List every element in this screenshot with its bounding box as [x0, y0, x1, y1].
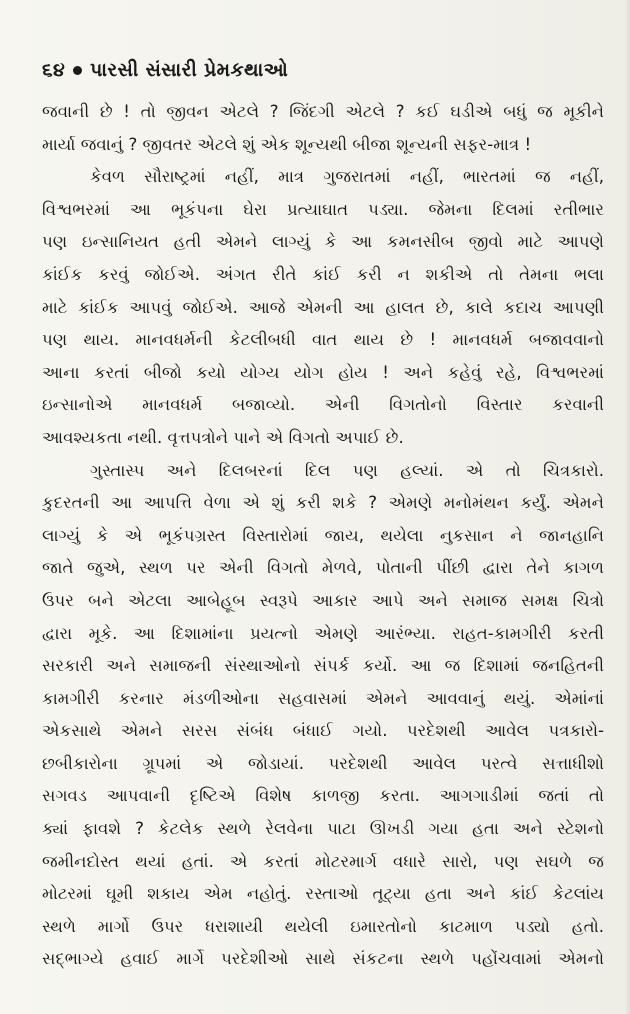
- text-line: એકસાથે એમને સરસ સંબંધ બંધાઈ ગયો. પરદેશથી આવેલ પત્રકારો-: [42, 721, 604, 741]
- text-line: ઉપર બને એટલા આબેહૂબ સ્વરૂપે આકાર આપે અને સમાજ સમક્ષ ચિત્રો: [42, 590, 604, 610]
- page-number: ૬૪: [42, 59, 66, 81]
- text-line: જાતે જુએ, સ્થળ પર એની વિગતો મેળવે, પોતાની પીંછી દ્વારા તેને કાગળ: [42, 558, 604, 578]
- text-line: પણ થાય. માનવધર્મની કેટલીબધી વાત થાય છે ! માનવધર્મ બજાવવાનો: [42, 330, 604, 350]
- text-line: ક્યાં ફાવશે ? કેટલેક સ્થળે રેલવેના પાટા ઊખડી ગયા હતા અને સ્ટેશનો: [42, 819, 604, 839]
- running-header: [42, 52, 604, 88]
- text-line: મોટરમાં ઘૂમી શકાય એમ નહોતું. રસ્તાઓ તૂટ્યા હતા અને કાંઈ કેટલાંય: [42, 884, 604, 904]
- text-line: માટે કાંઈક આપવું જોઈએ. આજે એમની આ હાલત છે, કાલે કદાચ આપણી: [42, 297, 604, 317]
- text-line: કાંઈક કરવું જોઈએ. અંગત રીતે કાંઈ કરી ન શકીએ તો તેમના ભલા: [42, 264, 604, 284]
- text-line: છબીકારોના ગ્રૂપમાં એ જોડાયાં. પરદેશથી આવેલ પરત્વે સત્તાધીશો: [42, 753, 604, 773]
- bullet-icon: [73, 66, 82, 75]
- text-line: સ્થળે માર્ગો ઉપર ધરાશાયી થયેલી ઇમારતોનો કાટમાળ પડ્યો હતો.: [42, 916, 604, 936]
- text-line: આના કરતાં બીજો કયો યોગ્ય યોગ હોય ! અને કહેવું રહે, વિશ્વભરમાં: [42, 362, 604, 382]
- text-line: સદ્ભાગ્યે હવાઈ માર્ગે પરદેશીઓ સાથે સંકટના સ્થળે પહોંચવામાં એમનો: [42, 949, 604, 969]
- text-line: ગુસ્તાસ્પ અને દિલબરનાં દિલ પણ હલ્યાં. એ તો ચિત્રકારો.: [90, 460, 604, 480]
- text-line: વિશ્વભરમાં આ ભૂકંપના ઘેરા પ્રત્યાઘાત પડ્યા. જેમના દિલમાં રતીભાર: [42, 199, 604, 219]
- text-line: પણ ઇન્સાનિયત હતી એમને લાગ્યું કે આ કમનસીબ જીવો માટે આપણે: [42, 232, 604, 252]
- text-line: સગવડ આપવાની દૃષ્ટિએ વિશેષ કાળજી કરતા. આગગાડીમાં જતાં તો: [42, 786, 604, 806]
- text-line: માર્યા જવાનું ? જીવતર એટલે શું એક શૂન્યથી બીજા શૂન્યની સફર-માત્ર !: [42, 134, 532, 154]
- text-line: જમીનદોસ્ત થયાં હતાં. એ કરતાં મોટરમાર્ગ વધારે સારો, પણ સઘળે જ: [42, 851, 604, 871]
- text-line: સરકારી અને સમાજની સંસ્થાઓનો સંપર્ક કર્યો. આ જ દિશામાં જનહિતની: [42, 656, 604, 676]
- page-edge-shadow: [624, 0, 630, 1014]
- body-text: [42, 96, 604, 976]
- text-line: જવાની છે ! તો જીવન એટલે ? જિંદગી એટલે ? કઈ ઘડીએ બધું જ મૂકીને: [42, 102, 604, 121]
- text-line: કુદરતની આ આપત્તિ વેળા એ શું કરી શકે ? એમણે મનોમંથન કર્યું. એમને: [42, 493, 604, 513]
- text-line: આવશ્યકતા નથી. વૃત્તપત્રોને પાને એ વિગતો અપાઈ છે.: [42, 427, 404, 447]
- text-line: કેવળ સૌરાષ્ટ્રમાં નહીં, માત્ર ગુજરાતમાં નહીં, ભારતમાં જ નહીં,: [90, 167, 604, 187]
- text-line: ઇન્સાનોએ માનવધર્મ બજાવ્યો. એની વિગતોનો વિસ્તાર કરવાની: [42, 395, 604, 415]
- text-line: કામગીરી કરનાર મંડળીઓના સહવાસમાં એમને આવવાનું થયું. એમાંનાં: [42, 688, 604, 708]
- text-line: લાગ્યું કે એ ભૂકંપગ્રસ્ત વિસ્તારોમાં જાય, થયેલા નુકસાન ને જાનહાનિ: [42, 525, 604, 545]
- book-title: પારસી સંસારી પ્રેમકથાઓ: [90, 59, 289, 81]
- text-line: દ્વારા મૂકે. આ દિશામાંના પ્રયત્નો એમણે આરંભ્યા. રાહત-કામગીરી કરતી: [42, 623, 604, 643]
